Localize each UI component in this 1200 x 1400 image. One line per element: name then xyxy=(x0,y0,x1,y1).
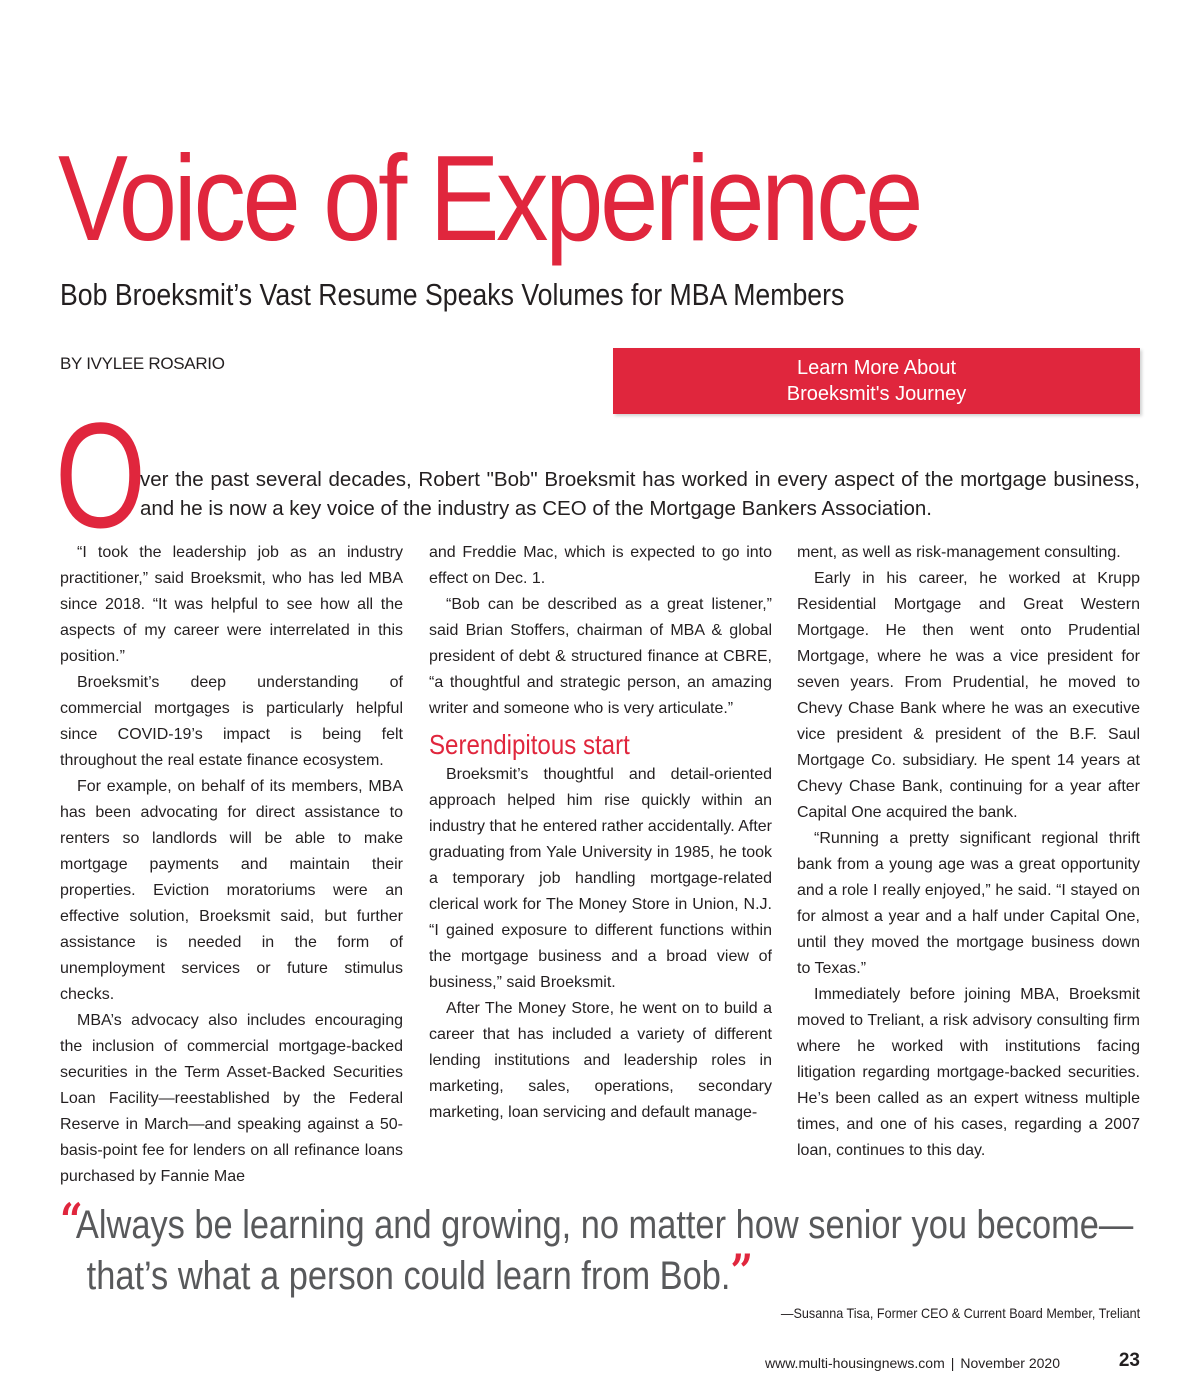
drop-cap: O xyxy=(55,391,147,559)
paragraph: Early in his career, he worked at Krupp Residential Mortgage and Great Western Mortgage. He then went onto Prudential Mortgage, where he was a vice president for seven years. From Prudential, he moved to Chevy Chase Bank where he was an executive vice president & president of the B.F. Saul Mortgage Co. subsidiary. He spent 14 years at Chevy Chase Bank, continuing for a year after Capital One acquired the bank. xyxy=(797,570,1140,821)
byline: BY IVYLEE ROSARIO xyxy=(60,354,225,373)
pull-quote-text: that’s what a person could learn from Bob. xyxy=(86,1254,731,1298)
article-title: Voice of Experience xyxy=(58,130,921,266)
page-footer xyxy=(765,1354,1060,1372)
lead-paragraph: ver the past several decades, Robert "Bob" Broeksmit has worked in every aspect of the mortgage business, and he is now a key voice of the industry as CEO of the Mortgage Bankers Association. xyxy=(140,468,1140,520)
pull-quote-text: Always be learning and growing, no matter how senior you become— xyxy=(75,1203,1134,1247)
issue-date: November 2020 xyxy=(960,1355,1060,1371)
pull-quote-line2 xyxy=(60,1244,1006,1302)
paragraph: “Running a pretty significant regional thrift bank from a young age was a great opportunity and a role I really enjoyed,” he said. “I stayed on for almost a year and a half under Capital One, until they moved the mortgage business down to Texas.” xyxy=(797,830,1140,977)
learn-more-button-line1: Learn More About xyxy=(797,357,956,379)
quote-attribution: —Susanna Tisa, Former CEO & Current Board Member, Treliant xyxy=(780,1305,1140,1321)
paragraph: “I took the leadership job as an industry practitioner,” said Broeksmit, who has led MBA since 2018. “It was helpful to see how all the aspects of my career were interrelated in this position.” xyxy=(60,544,403,665)
paragraph: Immediately before joining MBA, Broeksmit moved to Treliant, a risk advisory consulting firm where he worked with institutions facing litigation regarding mortgage-backed securities. He’s been called as an expert witness multiple times, and one of his cases, regarding a 2007 loan, continues to this day. xyxy=(797,986,1140,1159)
column-1 xyxy=(60,540,403,1190)
paragraph: ment, as well as risk-management consulting. xyxy=(797,544,1121,561)
open-quote-icon: “ xyxy=(60,1193,76,1247)
learn-more-button-line2: Broeksmit's Journey xyxy=(786,383,967,405)
column-2 xyxy=(429,540,772,1126)
paragraph: and Freddie Mac, which is expected to go into effect on Dec. 1. xyxy=(429,544,772,587)
paragraph: Broeksmit’s deep understanding of commercial mortgages is particularly helpful since COVID-19’s impact is being felt throughout the real estate finance ecosystem. xyxy=(60,674,403,769)
website-link[interactable]: www.multi-housingnews.com xyxy=(765,1355,945,1371)
section-heading: Serendipitous start xyxy=(429,729,630,760)
page-number: 23 xyxy=(1118,1350,1140,1371)
close-quote-icon: ” xyxy=(730,1244,747,1298)
column-3 xyxy=(797,540,1140,1164)
learn-more-button[interactable] xyxy=(613,348,1140,414)
paragraph: Broeksmit’s thoughtful and detail-oriented approach helped him rise quickly within an industry that he entered rather accidentally. After graduating from Yale University in 1985, he took a temporary job handling mortgage-related clerical work for The Money Store in Union, N.J. “I gained exposure to different functions within the mortgage business and a broad view of business,” said Broeksmit. xyxy=(429,766,773,991)
paragraph: For example, on behalf of its members, MBA has been advocating for direct assistance to renters so landlords will be able to make mortgage payments and maintain their properties. Eviction moratoriums were an effective solution, Broeksmit said, but further assistance is needed in the form of unemployment services or future stimulus checks. xyxy=(60,778,403,1003)
article-subtitle: Bob Broeksmit’s Vast Resume Speaks Volumes for MBA Members xyxy=(60,277,845,312)
pull-quote xyxy=(60,1193,1160,1302)
paragraph: After The Money Store, he went on to build a career that has included a variety of different lending institutions and leadership roles in marketing, sales, operations, secondary marketing, loan servicing and default manage- xyxy=(429,1000,772,1121)
pull-quote-line1 xyxy=(60,1193,1134,1251)
footer-separator: | xyxy=(950,1355,955,1371)
paragraph: “Bob can be described as a great listener,” said Brian Stoffers, chairman of MBA & global president of debt & structured finance at CBRE, “a thoughtful and strategic person, an amazing writer and someone who is very articulate.” xyxy=(429,596,772,717)
paragraph: MBA’s advocacy also includes encouraging the inclusion of commercial mortgage-backed securities in the Term Asset-Backed Securities Loan Facility—reestablished by the Federal Reserve in March—and speaking against a 50-basis-point fee for lenders on all refinance loans purchased by Fannie Mae xyxy=(60,1012,403,1185)
